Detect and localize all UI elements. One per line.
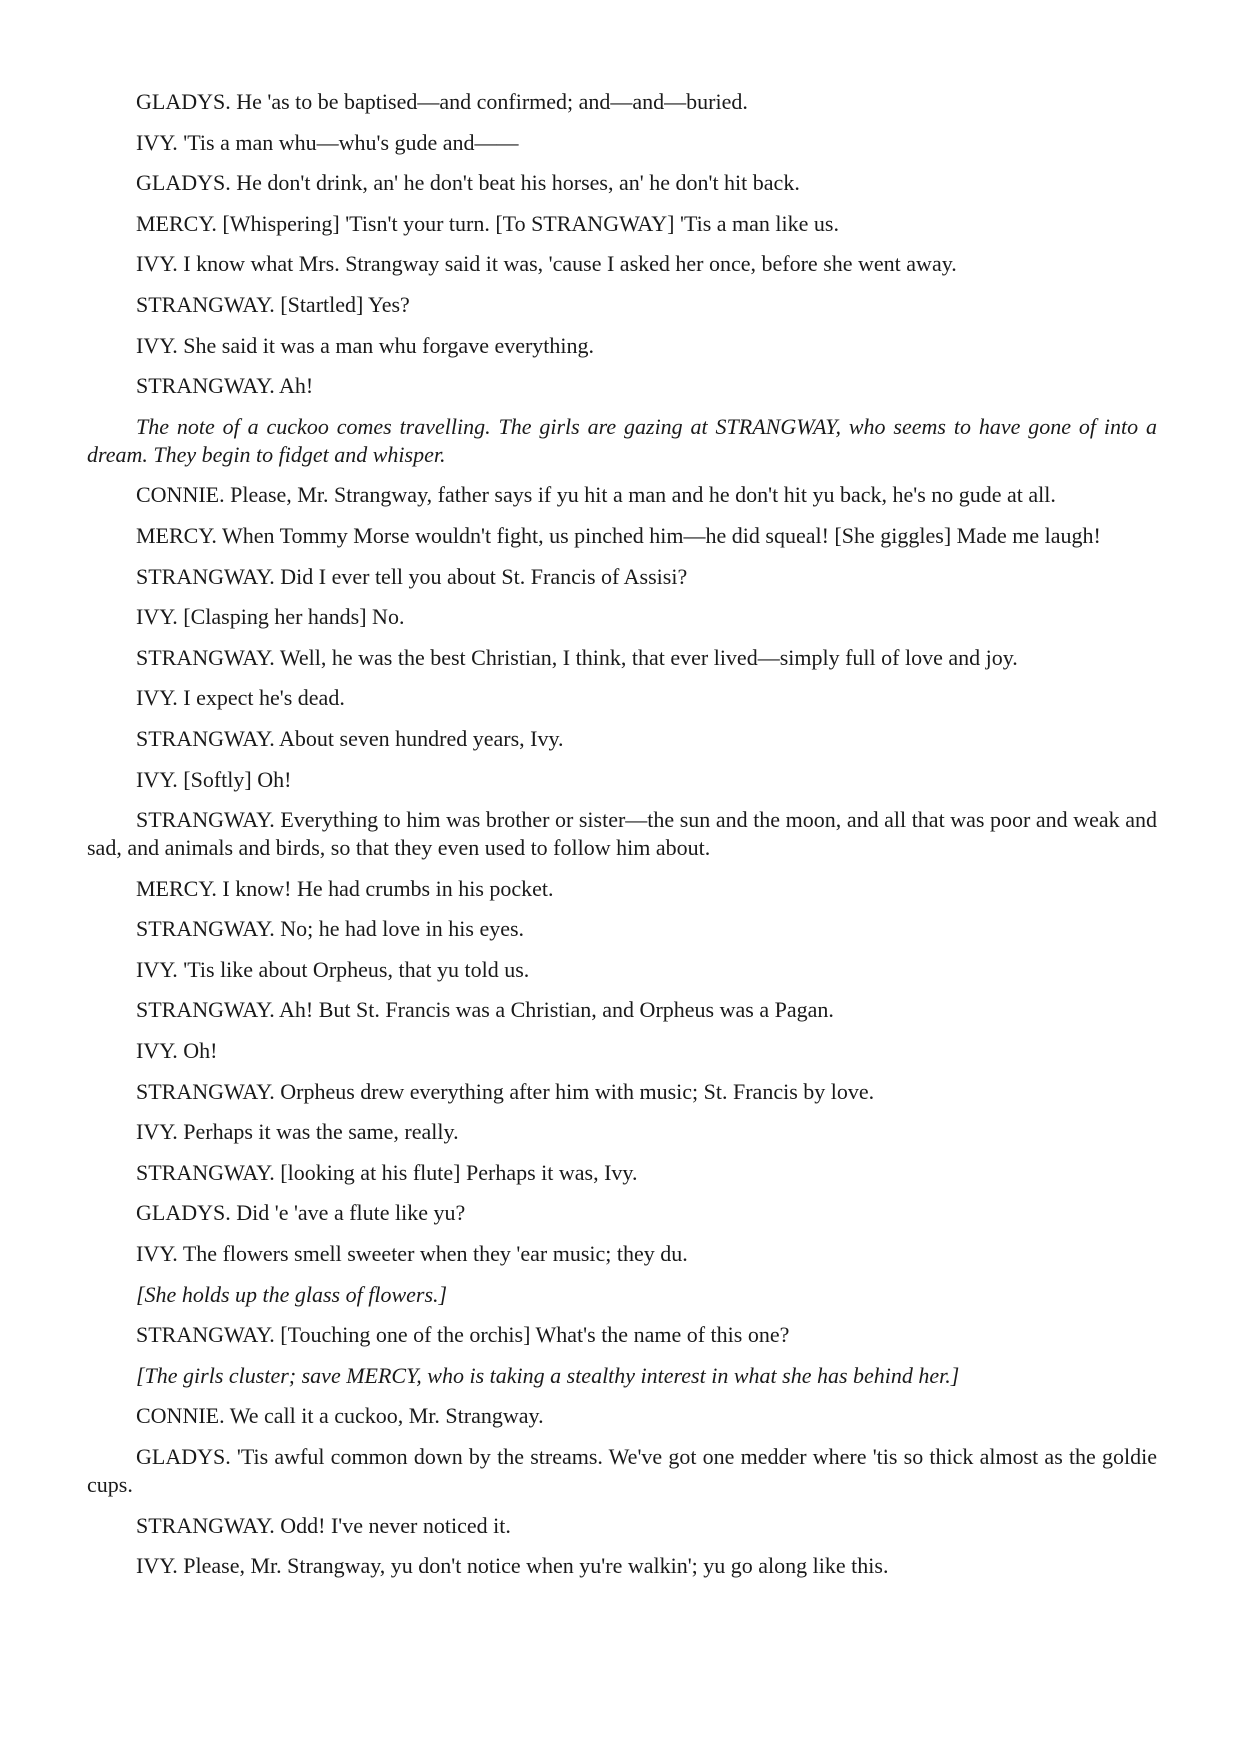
dialogue-line: STRANGWAY. Orpheus drew everything after him with music; St. Francis by love. <box>136 1078 875 1104</box>
dialogue-line: GLADYS. 'Tis awful common down by the streams. We've got one medder where 'tis so thick almost as the goldie cups. <box>87 1444 1157 1497</box>
dialogue-line: IVY. Perhaps it was the same, really. <box>136 1119 459 1145</box>
dialogue-line: STRANGWAY. [Touching one of the orchis] What's the name of this one? <box>136 1322 790 1348</box>
stage-direction: The note of a cuckoo comes travelling. The girls are gazing at STRANGWAY, who seems to have gone of into a dream. They begin to fidget and whisper. <box>87 413 1157 467</box>
dialogue-line: STRANGWAY. Well, he was the best Christian, I think, that ever lived—simply full of love and joy. <box>136 644 1018 670</box>
stage-direction: [She holds up the glass of flowers.] <box>136 1281 448 1307</box>
dialogue-line: STRANGWAY. No; he had love in his eyes. <box>136 916 525 942</box>
dialogue-line: STRANGWAY. Everything to him was brother or sister—the sun and the moon, and all that was poor and weak and sad, and animals and birds, so that they even used to follow him about. <box>87 807 1157 861</box>
dialogue-line: STRANGWAY. Ah! But St. Francis was a Christian, and Orpheus was a Pagan. <box>136 997 834 1023</box>
dialogue-line: IVY. Oh! <box>136 1038 218 1064</box>
dialogue-line: STRANGWAY. Did I ever tell you about St. Francis of Assisi? <box>136 563 688 589</box>
dialogue-line: CONNIE. We call it a cuckoo, Mr. Strangway. <box>136 1403 544 1429</box>
dialogue-line: IVY. 'Tis like about Orpheus, that yu told us. <box>136 956 530 982</box>
dialogue-line: IVY. [Softly] Oh! <box>136 766 292 792</box>
dialogue-line: MERCY. [Whispering] 'Tisn't your turn. [To STRANGWAY] 'Tis a man like us. <box>136 210 839 236</box>
dialogue-line: IVY. She said it was a man whu forgave everything. <box>136 332 595 358</box>
dialogue-line: STRANGWAY. Ah! <box>136 373 314 399</box>
dialogue-line: IVY. [Clasping her hands] No. <box>136 604 405 630</box>
dialogue-line: STRANGWAY. About seven hundred years, Ivy. <box>136 725 564 751</box>
dialogue-line: MERCY. I know! He had crumbs in his pocket. <box>136 875 554 901</box>
dialogue-line: STRANGWAY. [looking at his flute] Perhaps it was, Ivy. <box>136 1159 638 1185</box>
dialogue-line: IVY. Please, Mr. Strangway, yu don't notice when yu're walkin'; yu go along like this. <box>136 1553 889 1579</box>
dialogue-line: IVY. 'Tis a man whu—whu's gude and—— <box>136 129 519 155</box>
dialogue-line: STRANGWAY. [Startled] Yes? <box>136 291 410 317</box>
dialogue-line: STRANGWAY. Odd! I've never noticed it. <box>136 1512 511 1538</box>
dialogue-line: CONNIE. Please, Mr. Strangway, father says if yu hit a man and he don't hit yu back, he's no gude at all. <box>136 482 1056 508</box>
dialogue-line: GLADYS. He 'as to be baptised—and confirmed; and—and—buried. <box>136 89 748 114</box>
stage-direction: [The girls cluster; save MERCY, who is taking a stealthy interest in what she has behind her.] <box>136 1362 960 1388</box>
dialogue-line: IVY. The flowers smell sweeter when they 'ear music; they du. <box>136 1241 688 1267</box>
dialogue-line: GLADYS. Did 'e 'ave a flute like yu? <box>136 1200 466 1226</box>
dialogue-line: MERCY. When Tommy Morse wouldn't fight, us pinched him—he did squeal! [She giggles] Made me laugh! <box>136 522 1101 548</box>
document-page <box>87 88 1157 1593</box>
dialogue-line: GLADYS. He don't drink, an' he don't beat his horses, an' he don't hit back. <box>136 170 800 196</box>
dialogue-line: IVY. I know what Mrs. Strangway said it was, 'cause I asked her once, before she went away. <box>136 251 957 277</box>
dialogue-line: IVY. I expect he's dead. <box>136 685 345 711</box>
